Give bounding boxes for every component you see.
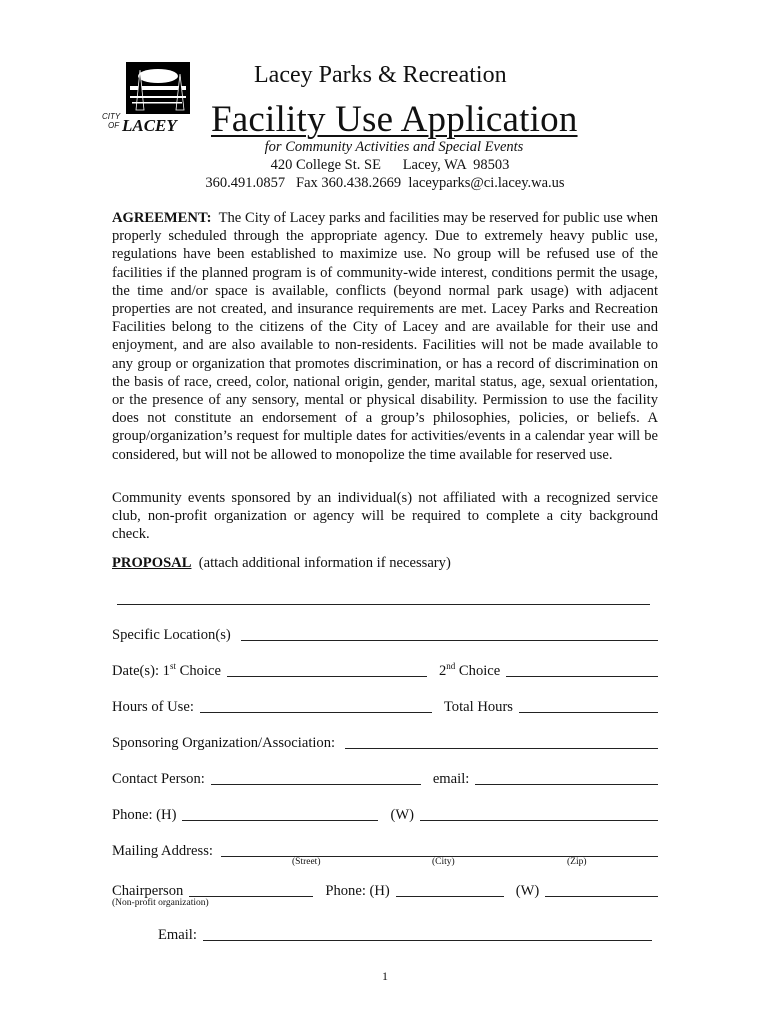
agreement-heading: AGREEMENT:: [112, 210, 212, 226]
dates-row: [112, 658, 658, 680]
specific-location-field[interactable]: [241, 626, 658, 641]
phone-row: [112, 802, 658, 824]
specific-location-row: [112, 622, 658, 644]
street-hint: (Street): [292, 857, 321, 867]
form-subtitle: for Community Activities and Special Events: [264, 139, 524, 155]
phone-work-label: (W): [390, 807, 414, 823]
contact-person-label: Contact Person:: [112, 771, 205, 787]
contact-person-field[interactable]: [211, 770, 421, 785]
chair-phone-home-field[interactable]: [396, 882, 504, 897]
mailing-address-field[interactable]: [221, 842, 658, 857]
email-cap-field[interactable]: [203, 926, 652, 941]
total-hours-field[interactable]: [519, 698, 658, 713]
hours-of-use-label: Hours of Use:: [112, 699, 194, 715]
chairperson-row: [112, 878, 658, 900]
chair-phone-work-label: (W): [515, 883, 540, 899]
sponsoring-org-label: Sponsoring Organization/Association:: [112, 735, 336, 751]
chairperson-label: Chairperson: [112, 883, 184, 899]
page-number: 1: [382, 969, 388, 983]
proposal-heading: PROPOSAL: [112, 555, 192, 571]
hours-row: [112, 694, 658, 716]
non-profit-hint: (Non-profit organization): [112, 898, 209, 908]
first-choice-date-field[interactable]: [227, 662, 427, 677]
community-events-paragraph: Community events sponsored by an individual(s) not affiliated with a recognized service club, non-profit organization or agency will be required to complete a city background check.: [112, 490, 658, 543]
total-hours-label: Total Hours: [443, 699, 513, 715]
second-choice-date-field[interactable]: [506, 662, 658, 677]
email-row: [158, 922, 652, 944]
email-field[interactable]: [475, 770, 658, 785]
hours-of-use-field[interactable]: [200, 698, 432, 713]
phone-home-label: Phone: (H): [112, 807, 177, 823]
phone-home-field[interactable]: [182, 806, 378, 821]
agreement-text: The City of Lacey parks and facilities may be reserved for public use when properly scheduled through the appropriate agency. Due to extremely heavy public use, regulations have been established to maximize use. No group will be refused use of the facilities if the planned program is of community-wide interest, conditions permit the usage, the time and/or space is available, conflicts (beyond normal park usage) with adjacent properties are not created, and insurance requirements are met. Lacey Parks and Recreation Facilities belong to the citizens of the City of Lacey and are available for their use and enjoyment, and are also available to non-residents. Facilities will not be made available to any group or organization that promotes discrimination, or has a record of discrimination on the basis of race, creed, color, national origin, gender, marital status, age, sexual orientation, or the presence of any sensory, mental or physical disability. Permission to use the facility does not constitute an endorsement of a group’s philosophies, policies, or beliefs. A group/organization’s request for multiple dates for activities/events in a calendar year will be considered, but will not be allowed to monopolize the time available for reserved use.: [112, 210, 658, 463]
zip-hint: (Zip): [567, 857, 587, 867]
agreement-paragraph: [112, 209, 658, 464]
city-hint: (City): [432, 857, 455, 867]
first-choice-label: Date(s): 1st Choice: [112, 661, 221, 679]
logo-city-text: CITY: [102, 112, 121, 121]
email-label: email:: [432, 771, 470, 787]
mailing-address-label: Mailing Address:: [112, 843, 213, 859]
chair-phone-work-field[interactable]: [545, 882, 658, 897]
proposal-heading-line: [112, 555, 451, 572]
contact-person-row: [112, 766, 658, 788]
proposal-input-line[interactable]: [117, 604, 650, 605]
specific-location-label: Specific Location(s): [112, 627, 231, 643]
contact-info: 360.491.0857 Fax 360.438.2669 laceyparks@ci.lacey.wa.us: [205, 175, 565, 191]
organization-name: Lacey Parks & Recreation: [254, 62, 507, 88]
second-choice-label: 2nd Choice: [438, 661, 501, 679]
sponsoring-org-field[interactable]: [345, 734, 658, 749]
form-title: Facility Use Application: [211, 99, 578, 140]
logo-lacey-text: LACEY: [122, 116, 177, 135]
logo-of-text: OF: [108, 121, 120, 130]
address: 420 College St. SE Lacey, WA 98503: [270, 157, 510, 173]
chair-phone-home-label: Phone: (H): [325, 883, 390, 899]
proposal-note: (attach additional information if necessary): [198, 555, 451, 571]
email-cap-label: Email:: [158, 927, 197, 943]
chairperson-field[interactable]: [189, 882, 313, 897]
phone-work-field[interactable]: [420, 806, 658, 821]
sponsoring-org-row: [112, 730, 658, 752]
